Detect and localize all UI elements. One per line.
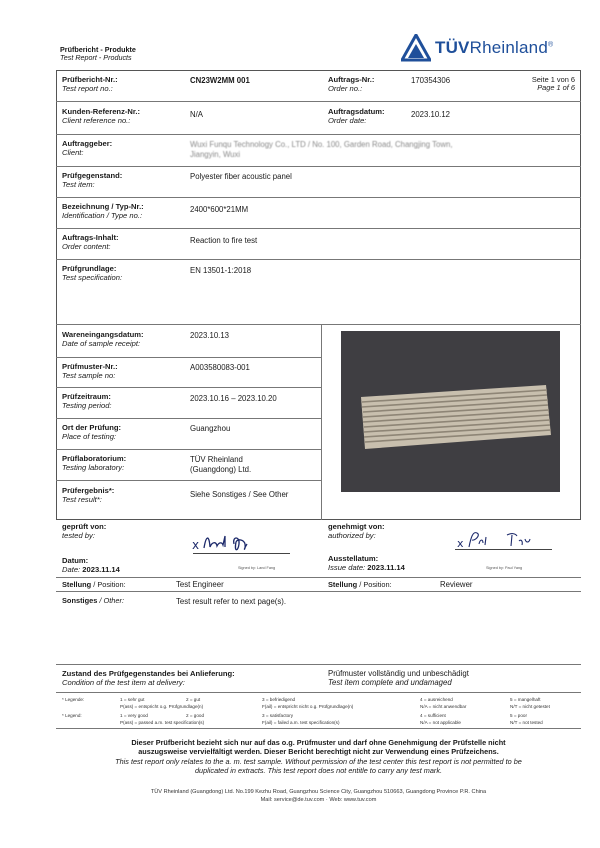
place-of-testing-label: Ort der Prüfung: Place of testing: [62, 423, 122, 441]
reviewer-signature-stamp: Signed by: Paul Yang [486, 566, 523, 570]
test-result-label: Prüfergebnis*: Test result*: [62, 486, 115, 504]
date-value: 2023.11.14 [82, 564, 120, 574]
sample-number-label: Prüfmuster-Nr.: Test sample no: [62, 362, 118, 380]
order-date-value: 2023.10.12 [411, 110, 451, 119]
sample-receipt-label: Wareneingangsdatum: Date of sample receipt: [62, 330, 144, 348]
test-item-label: Prüfgegenstand: Test item: [62, 171, 123, 189]
testing-period-value: 2023.10.16 – 2023.10.20 [190, 394, 277, 403]
tuv-logo [401, 34, 553, 62]
tester-signature-stamp: Signed by: Land Fang [238, 566, 276, 570]
order-number-value: 170354306 [411, 76, 451, 85]
authorized-by-label: genehmigt von: authorized by: [328, 522, 385, 540]
tested-by-label: geprüft von: tested by: [62, 522, 107, 540]
date-label: Datum: Date: 2023.11.14 [62, 556, 120, 574]
test-result-value: Siehe Sonstiges / See Other [190, 490, 289, 499]
acoustic-panel-image [341, 331, 560, 492]
svg-text:x: x [192, 538, 200, 552]
testing-period-label: Prüfzeitraum: Testing period: [62, 392, 112, 410]
condition-value: Prüfmuster vollständig und unbeschädigt Test item complete and undamaged [328, 669, 469, 687]
tuv-triangle-icon [401, 34, 431, 62]
report-number-value: CN23W2MM 001 [190, 76, 250, 85]
test-report-page: Prüfbericht - Produkte Test Report - Products TÜVRheinland® Prüfbericht-Nr.: Test report no.: CN23W2MM 001 Auftrags-Nr.: Order no.: 170354306 Seite 1 von 6 Page 1 of 6 Kunden-Referenz-Nr.: Client reference no.: N/A Auftragsdatum: Order date: 2023.10.12 Auftraggeber: Client: Wuxi Funqu Technology Co., LTD / No. 100, Garden Road, Changjing Town, Jiangyin, Wuxi Prüfgegenstand: Test item: Polyester fiber acoustic panel Bezeichnung / Typ-Nr.: Identification / Type no.: 2400*600*21MM Auftrags-Inhalt: Order content: Reaction to fire test Prüfgrundlage: Test specification: EN 13501-1:2018 Wareneingangsdatum: Date of sample receipt: 2023.10.13 Prüfmuster-Nr.: Test sample no: A003580083-001 Prüfzeitraum: Testing period: 2023.10.16 – 2023.10.20 Ort der Prüfung: Place of testing: Guangzhou Prüflaboratorium: Testing laboratory: TÜV Rheinland (Guangdong) Ltd. Prüfergebnis*: Test result*: Siehe Sonstiges / See Other geprüft von: tested by: genehmigt von: authorized by: x Signed by: Land Fang x Signed by: Paul Yang Datum: Date: 2023.11.14 Ausstellatum: Issue date: 2023.11.14 Stellung / Position: Test Engineer Stellung / Position: Reviewer Sonstiges / Other: Test result refer to next page(s). Zustand des Prüfgegenstandes bei Anlieferung: Condition of the test item at delivery: Prüfmuster vollständig und unbeschädigt Test item complete and undamaged * Legende: 1 = sehr gut 2 = gut 3 = befriedigend 4 = ausreichend 5 = mangelhaft P(ass) = entspricht o.g. Prüfgrundlage(n) F(ail) = entspricht nicht o.g. Prüfgrundlage(n) N/A = nicht anwendbar N/T = nicht getestet * Legend: 1 = very good 2 = good 3 = satisfactory 4 = sufficient 5 = poor P(ass) = passed a.m. test specification(s) F(ail) = failed a.m. test specification(s) N/A = not applicable N/T = not tested Dieser Prüfbericht bezieht sich nur auf das o.g. Prüfmuster und darf ohne Genehmigung der Prüfstelle nicht auszugsweise vervielfältigt werden. Dieser Bericht berechtigt nicht zur Verwendung eines Prüfzeichens. This test report only relates to the a. m. test sample. Without permission of the test center this test report is not permitted to be duplicated in extracts. This test report does not entitle to carry any test mark. TÜV Rheinland (Guangdong) Ltd. No.199 Kezhu Road, Guangzhou Science City, Guangzhou 510663, Guangdong Province P.R. China Mail: service@de.tuv.com · Web: www.tuv.com [0, 0, 600, 848]
client-label: Auftraggeber: Client: [62, 139, 113, 157]
test-specification-value: EN 13501-1:2018 [190, 266, 252, 275]
sample-number-value: A003580083-001 [190, 363, 250, 372]
svg-text:x: x [457, 537, 464, 550]
footer-address: TÜV Rheinland (Guangdong) Ltd. No.199 Kezhu Road, Guangzhou Science City, Guangzhou 510663, Guangdong Province P.R. China [150, 789, 487, 795]
reviewer-position-value: Reviewer [440, 580, 473, 589]
condition-label: Zustand des Prüfgegenstandes bei Anlieferung: Condition of the test item at delivery: [62, 669, 235, 687]
legend-label-de: * Legende: [62, 697, 85, 702]
sample-receipt-value: 2023.10.13 [190, 331, 230, 340]
issue-date-value: 2023.11.14 [367, 562, 405, 572]
disclaimer-de-2: auszugsweise vervielfältigt werden. Dieser Bericht berechtigt nicht zur Verwendung eines Prüfzeichens. [138, 747, 499, 756]
identification-value: 2400*600*21MM [190, 205, 249, 214]
disclaimer-en-1: This test report only relates to the a. m. test sample. Without permission of the test center this test report is not permitted to be [115, 757, 522, 766]
report-number-label: Prüfbericht-Nr.: Test report no.: [62, 75, 118, 93]
disclaimer-en-2: duplicated in extracts. This test report does not entitle to carry any test mark. [195, 766, 442, 775]
reviewer-signature-icon [455, 527, 555, 551]
report-type-heading [60, 46, 136, 62]
sample-photo [341, 331, 560, 492]
client-address: Wuxi Funqu Technology Co., LTD / No. 100, Garden Road, Changjing Town, Jiangyin, Wuxi [190, 140, 453, 159]
legend-label-en: * Legend: [62, 713, 82, 718]
other-label: Sonstiges / Other: [62, 596, 125, 605]
order-number-label: Auftrags-Nr.: Order no.: [328, 75, 375, 93]
order-date-label: Auftragsdatum: Order date: [328, 107, 385, 125]
disclaimer-de-1: Dieser Prüfbericht bezieht sich nur auf das o.g. Prüfmuster und darf ohne Genehmigung der Prüfstelle nicht [131, 738, 506, 747]
other-value: Test result refer to next page(s). [176, 597, 287, 606]
test-item-value: Polyester fiber acoustic panel [190, 172, 292, 181]
tester-signature-icon [190, 530, 290, 554]
client-reference-label: Kunden-Referenz-Nr.: Client reference no.: [62, 107, 141, 125]
identification-label: Bezeichnung / Typ-Nr.: Identification / Type no.: [62, 202, 144, 220]
issue-date-label: Ausstellatum: Issue date: 2023.11.14 [328, 554, 405, 572]
tester-position-label: Stellung / Position: [62, 580, 126, 589]
tuv-wordmark: TÜVRheinland® [435, 38, 554, 57]
report-type-de: Prüfbericht - Produkte [60, 45, 136, 54]
report-type-en: Test Report - Products [60, 53, 132, 62]
testing-laboratory-value: TÜV Rheinland (Guangdong) Ltd. [190, 455, 252, 474]
testing-laboratory-label: Prüflaboratorium: Testing laboratory: [62, 454, 127, 472]
test-specification-label: Prüfgrundlage: Test specification: [62, 264, 123, 282]
order-content-label: Auftrags-Inhalt: Order content: [62, 233, 119, 251]
page-indicator: Seite 1 von 6 Page 1 of 6 [531, 75, 575, 93]
client-reference-value: N/A [190, 110, 203, 119]
footer-contact: Mail: service@de.tuv.com · Web: www.tuv.com [260, 797, 377, 803]
tester-position-value: Test Engineer [176, 580, 224, 589]
place-of-testing-value: Guangzhou [190, 424, 231, 433]
reviewer-position-label: Stellung / Position: [328, 580, 392, 589]
order-content-value: Reaction to fire test [190, 236, 258, 245]
